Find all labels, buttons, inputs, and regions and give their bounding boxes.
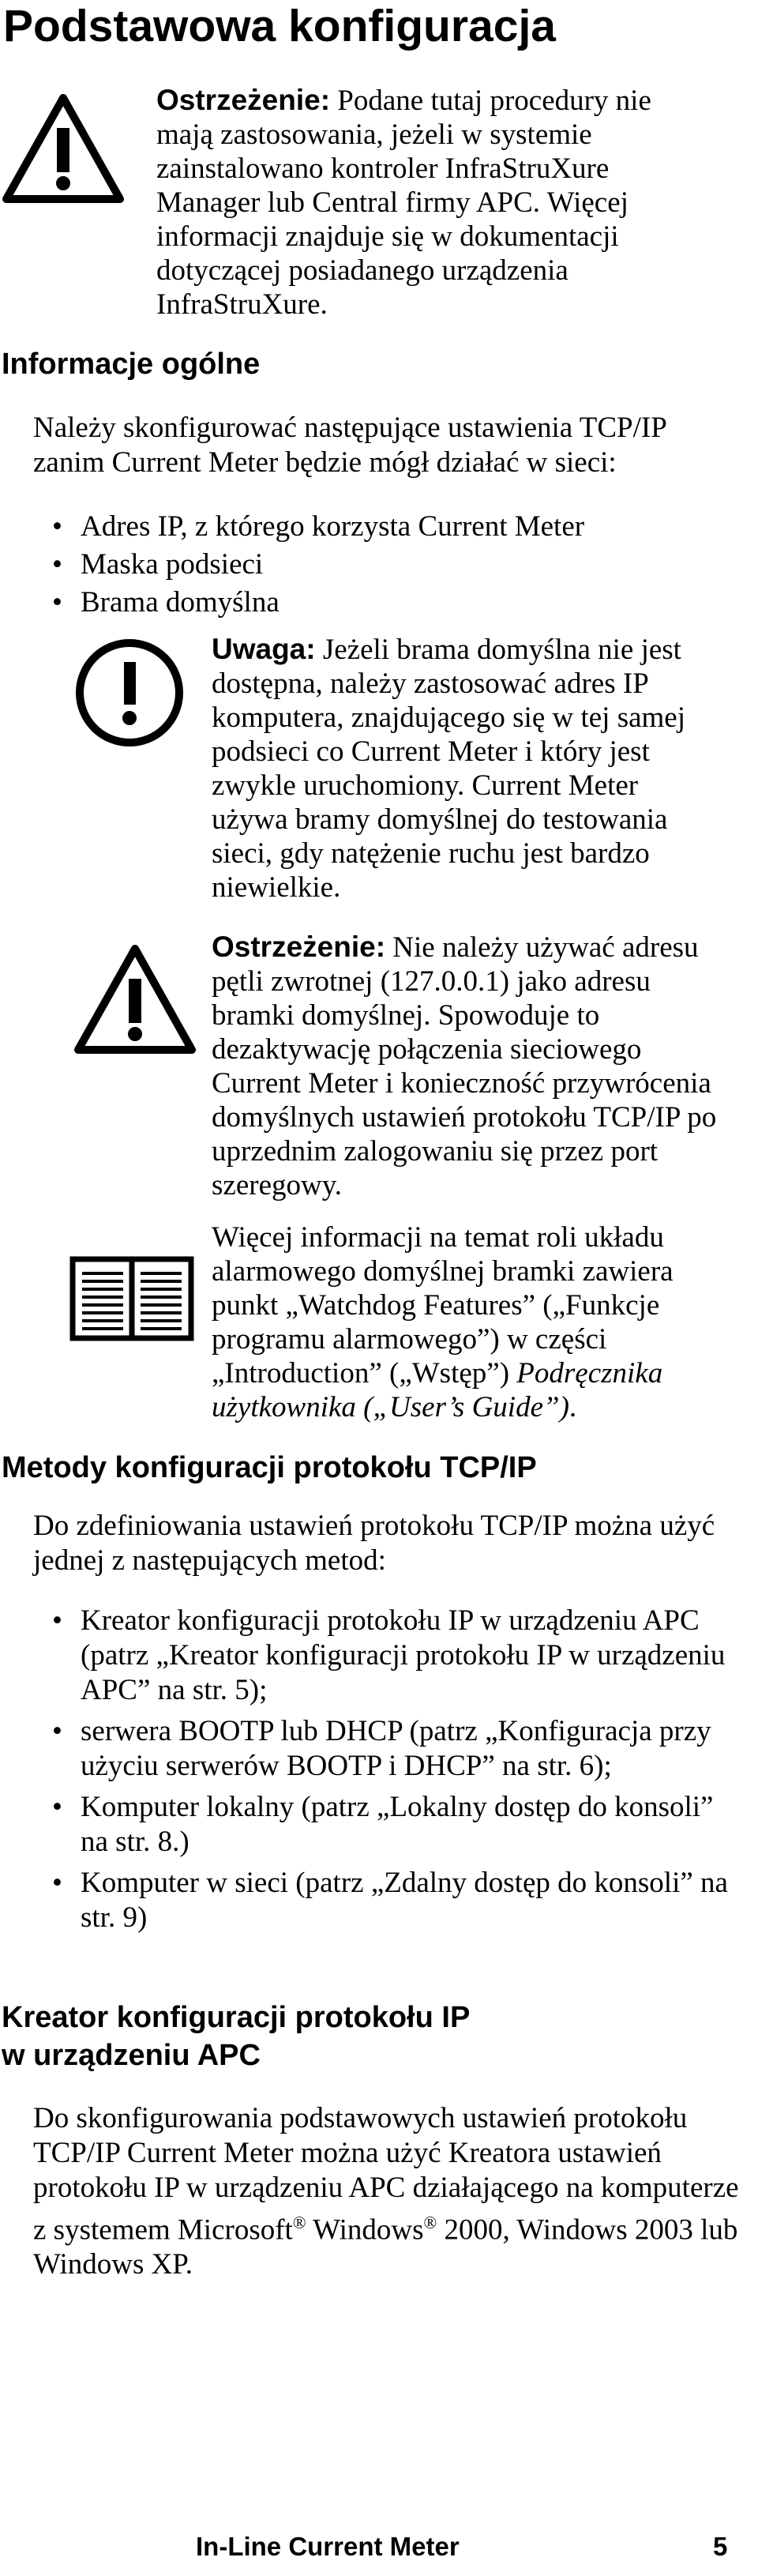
section-heading-general: Informacje ogólne: [2, 348, 261, 381]
warning-text: Podane tutaj procedury nie mają zastosowania, jeżeli w systemie zainstalowano kontroler InfraStruXure Manager lub Central firmy APC. Więcej informacji znajduje się w dokumentacji dotyczącej posiadanego urządzenia InfraStruXure.: [156, 85, 651, 321]
list-item: • Komputer lokalny (patrz „Lokalny dostęp do konsoli” na str. 8.): [47, 1790, 742, 1860]
reference-text: Więcej informacji na temat roli układu alarmowego domyślnej bramki zawiera punkt „Watchdog Features” („Funkcje programu alarmowego”) w części „Introduction” („Wstęp”): [212, 1221, 674, 1390]
warning-triangle-icon: [2, 93, 125, 204]
page-title: Podstawowa konfiguracja: [3, 1, 556, 51]
reference-end: .: [568, 1391, 577, 1423]
list-item: • Maska podsieci: [47, 546, 742, 584]
warning-general: [156, 83, 670, 322]
warning-triangle-icon: [73, 944, 197, 1055]
footer-page-number: 5: [713, 2532, 728, 2561]
note-label: Uwaga:: [212, 633, 316, 665]
note-text: Jeżeli brama domyślna nie jest dostępna, należy zastosować adres IP komputera, znajdującego się w tej samej podsieci co Current Meter i który jest zwykle uruchomiony. Current Meter używa bramy domyślnej do testowania sieci, gdy natężenie ruchu jest bardzo niewielkie.: [212, 634, 686, 904]
section-heading-wizard: [2, 1999, 470, 2074]
reference-guide-title: Podręcznika użytkownika („User’s Guide”): [212, 1357, 663, 1423]
warning-label: Ostrzeżenie:: [212, 931, 386, 963]
wizard-text-part: Windows: [306, 2213, 424, 2247]
wizard-heading-line: Kreator konfiguracji protokołu IP: [2, 2001, 471, 2034]
methods-list: [47, 1604, 742, 1935]
warning-loopback: [212, 930, 733, 1202]
info-exclamation-icon: [75, 638, 184, 747]
list-item: • Adres IP, z którego korzysta Current Meter: [47, 508, 742, 546]
methods-intro: Do zdefiniowania ustawień protokołu TCP/IP można użyć jednej z następujących metod:: [33, 1510, 715, 1577]
wizard-heading-line: w urządzeniu APC: [2, 2039, 261, 2072]
warning-text: Nie należy używać adresu pętli zwrotnej (127.0.0.1) jako adresu bramki domyślnej. Spowoduje to dezaktywację połączenia sieciowego Current Meter i konieczność przywrócenia domyślnych ustawień protokołu TCP/IP po uprzednim zalogowaniu się przez port szeregowy.: [212, 931, 717, 1202]
list-item: • Komputer w sieci (patrz „Zdalny dostęp do konsoli” na str. 9): [47, 1866, 742, 1935]
wizard-text: [33, 2101, 748, 2282]
list-item: • serwera BOOTP lub DHCP (patrz „Konfiguracja przy użyciu serwerów BOOTP i DHCP” na str. 6);: [47, 1714, 742, 1784]
general-intro: Należy skonfigurować następujące ustawienia TCP/IP zanim Current Meter będzie mógł działać w sieci:: [33, 412, 666, 479]
reference-note: [212, 1220, 737, 1424]
wizard-text-part: Do skonfigurowania podstawowych ustawień protokołu TCP/IP Current Meter można użyć Kreatora ustawień protokołu IP w urządzeniu APC działającego na komputerze z systemem Microsoft: [33, 2102, 739, 2247]
section-heading-methods: Metody konfiguracji protokołu TCP/IP: [2, 1451, 537, 1484]
wizard-text-part: 2000, Windows 2003 lub Windows XP.: [33, 2213, 738, 2281]
registered-mark: ®: [292, 2213, 306, 2232]
tcpip-settings-list: [47, 508, 742, 622]
footer-product-name: In-Line Current Meter: [196, 2532, 460, 2561]
list-item: • Brama domyślna: [47, 584, 742, 622]
registered-mark: ®: [423, 2213, 437, 2232]
book-icon: [69, 1256, 194, 1341]
note-gateway: [212, 632, 717, 904]
list-item: • Kreator konfiguracji protokołu IP w urządzeniu APC (patrz „Kreator konfiguracji protokołu IP w urządzeniu APC” na str. 5);: [47, 1604, 742, 1708]
warning-label: Ostrzeżenie:: [156, 84, 331, 116]
